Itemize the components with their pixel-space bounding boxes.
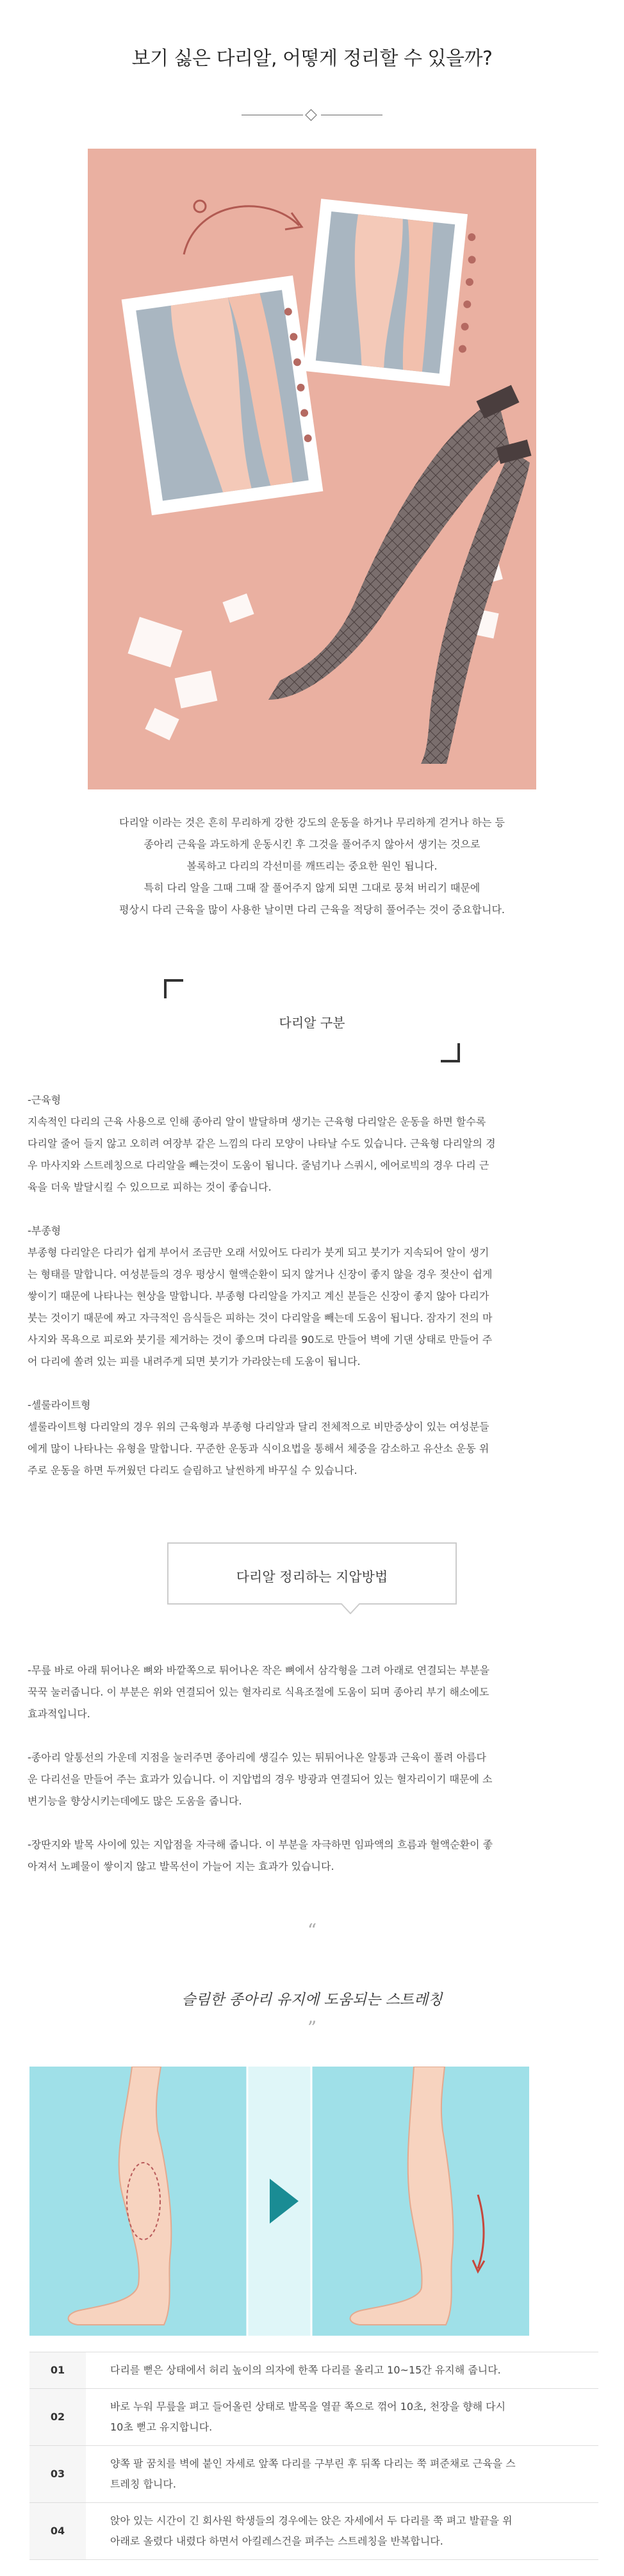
leg-type-list	[28, 1089, 598, 1503]
step-line: 다리를 뻗은 상태에서 허리 높이의 의자에 한쪽 다리를 올리고 10~15간 유지해 줍니다.	[110, 2364, 501, 2376]
section-heading: 다리알 구분	[279, 1015, 345, 1030]
intro-text	[51, 812, 573, 921]
hero-illustration	[88, 149, 536, 789]
type-line: 는 형태를 말합니다. 여성분들의 경우 평상시 혈액순환이 되지 않거나 신장이 좋지 않을 경우 젖산이 쉽게	[28, 1268, 493, 1280]
leg-type-cellulite	[28, 1394, 598, 1482]
intro-line: 종아리 근육을 과도하게 운동시킨 후 그것을 풀어주지 않아서 생기는 것으로	[144, 838, 480, 850]
step-text	[86, 2352, 598, 2389]
intro-line: 볼록하고 다리의 각선미를 깨뜨리는 중요한 원인 됩니다.	[186, 860, 438, 872]
type-line: 부종형 다리알은 다리가 쉽게 부어서 조금만 오래 서있어도 다리가 붓게 되고 붓기가 지속되어 알이 생기	[28, 1246, 489, 1259]
method-item	[28, 1747, 598, 1812]
intro-line: 평상시 다리 근육을 많이 사용한 날이면 다리 근육을 적당히 풀어주는 것이 중요합니다.	[119, 904, 505, 916]
step-number: 01	[29, 2352, 86, 2389]
intro-line: 다리알 이라는 것은 흔히 무리하게 강한 강도의 운동을 하거나 무리하게 걷거나 하는 등	[119, 816, 505, 829]
type-heading: -근육형	[28, 1094, 62, 1106]
step-text	[86, 2389, 598, 2446]
type-line: 지속적인 다리의 근육 사용으로 인해 종아리 알이 발달하며 생기는 근육형 다리알은 운동을 하면 할수록	[28, 1116, 486, 1128]
method-line: 아져서 노폐물이 쌓이지 않고 발목선이 가늘어 지는 효과가 있습니다.	[28, 1860, 334, 1872]
intro-line: 특히 다리 알을 그때 그때 잘 풀어주지 않게 되면 그대로 뭉쳐 버리기 때문에	[144, 882, 480, 894]
type-heading: -부종형	[28, 1225, 62, 1237]
leg-type-edema	[28, 1220, 598, 1373]
table-row	[29, 2503, 598, 2560]
type-line: 쌓이기 때문에 나타나는 현상을 말합니다. 부종형 다리알을 가지고 계신 분들은 신장이 좋지 않아 다리가	[28, 1290, 489, 1302]
method-line: 효과적입니다.	[28, 1708, 90, 1720]
type-line: 에게 많이 나타나는 유형을 말합니다. 꾸준한 운동과 식이요법을 통해서 체중을 감소하고 유산소 운동 위	[28, 1442, 489, 1455]
table-row	[29, 2446, 598, 2503]
step-line: 아래로 올렸다 내렸다 하면서 아킬레스건을 펴주는 스트레칭을 반복합니다.	[110, 2535, 443, 2547]
table-row	[29, 2352, 598, 2389]
method-item	[28, 1834, 598, 1878]
speech-bubble-heading	[167, 1542, 457, 1614]
section-heading-box	[164, 979, 460, 1062]
type-heading: -셀룰라이트형	[28, 1399, 91, 1411]
type-line: 어 다리에 쏠려 있는 피를 내려주게 되면 붓기가 가라앉는데 도움이 됩니다.	[28, 1355, 361, 1367]
stretch-steps-table	[29, 2352, 598, 2560]
table-row	[29, 2389, 598, 2446]
method-line: -장딴지와 발목 사이에 있는 지압점을 자극해 줍니다. 이 부분을 자극하면 임파액의 흐름과 혈액순환이 좋	[28, 1838, 493, 1851]
section-heading: 다리알 정리하는 지압방법	[236, 1569, 388, 1585]
step-text	[86, 2446, 598, 2503]
method-line: -무릎 바로 아래 튀어나온 뼈와 바깥쪽으로 튀어나온 작은 뼈에서 삼각형을 그려 아래로 연결되는 부분을	[28, 1664, 490, 1676]
bracket-corner	[164, 979, 183, 998]
step-number: 03	[29, 2446, 86, 2503]
type-line: 셀룰라이트형 다리알의 경우 위의 근육형과 부종형 다리알과 달리 전체적으로 비만증상이 있는 여성분들	[28, 1421, 489, 1433]
title-divider	[242, 109, 382, 122]
page-title: 보기 싫은 다리알, 어떻게 정리할 수 있을까?	[131, 47, 493, 70]
diamond-icon	[305, 109, 316, 120]
method-item	[28, 1660, 598, 1725]
stretch-illustration	[29, 2067, 529, 2336]
step-line: 앉아 있는 시간이 긴 회사원 학생들의 경우에는 앉은 자세에서 두 다리를 쭉 펴고 발끝을 위	[110, 2514, 513, 2527]
close-quote-icon: ”	[307, 2017, 317, 2038]
step-line: 트레칭 합니다.	[110, 2478, 176, 2490]
type-line: 사지와 목욕으로 피로와 붓기를 제거하는 것이 좋으며 다리를 90도로 만들어 벽에 기댄 상태로 만들어 주	[28, 1333, 493, 1346]
leg-type-muscle	[28, 1089, 598, 1198]
open-quote-icon: “	[307, 1920, 317, 1941]
acupressure-list	[28, 1660, 598, 1899]
step-line: 양쪽 팔 꿈치를 벽에 붙인 자세로 앞쪽 다리를 구부린 후 뒤쪽 다리는 쭉 펴준채로 근육을 스	[110, 2457, 516, 2470]
step-text	[86, 2503, 598, 2560]
type-line: 우 마사지와 스트레칭으로 다리알을 빼는것이 도움이 됩니다. 줄넘기나 스쿼시, 에어로빅의 경우 다리 근	[28, 1159, 489, 1171]
type-line: 붓는 것이기 때문에 짜고 자극적인 음식들은 피하는 것이 다리알을 빼는데 도움이 됩니다. 잠자기 전의 마	[28, 1312, 493, 1324]
type-line: 육을 더욱 발달시킬 수 있으므로 피하는 것이 좋습니다.	[28, 1181, 272, 1193]
type-line: 주로 운동을 하면 두꺼웠던 다리도 슬림하고 날씬하게 바꾸실 수 있습니다.	[28, 1464, 357, 1476]
bracket-corner	[441, 1043, 460, 1062]
type-line: 다리알 줄어 들지 않고 오히려 여장부 같은 느낌의 다리 모양이 나타날 수도 있습니다. 근육형 다리알의 경	[28, 1137, 496, 1150]
method-line: -종아리 알통선의 가운데 지점을 눌러주면 종아리에 생길수 있는 튀튀어나온 알통과 근육이 풀려 아름다	[28, 1751, 486, 1763]
method-line: 변기능을 향상시키는데에도 많은 도움을 줍니다.	[28, 1795, 242, 1807]
step-line: 10초 뻗고 유지합니다.	[110, 2421, 213, 2433]
method-line: 운 다리선을 만들어 주는 효과가 있습니다. 이 지압법의 경우 방광과 연결되어 있는 혈자리이기 때문에 소	[28, 1773, 493, 1785]
step-line: 바로 누워 무릎을 펴고 들어올린 상태로 발목을 열끝 쪽으로 꺾어 10초, 천장을 향해 다시	[110, 2400, 506, 2413]
step-number: 02	[29, 2389, 86, 2446]
stretch-section-title: 슬림한 종아리 유지에 도움되는 스트레칭	[181, 1992, 443, 2008]
method-line: 꾹꾹 눌러줍니다. 이 부분은 위와 연결되어 있는 혈자리로 식욕조절에 도움이 되며 종아리 부기 해소에도	[28, 1686, 489, 1698]
step-number: 04	[29, 2503, 86, 2560]
